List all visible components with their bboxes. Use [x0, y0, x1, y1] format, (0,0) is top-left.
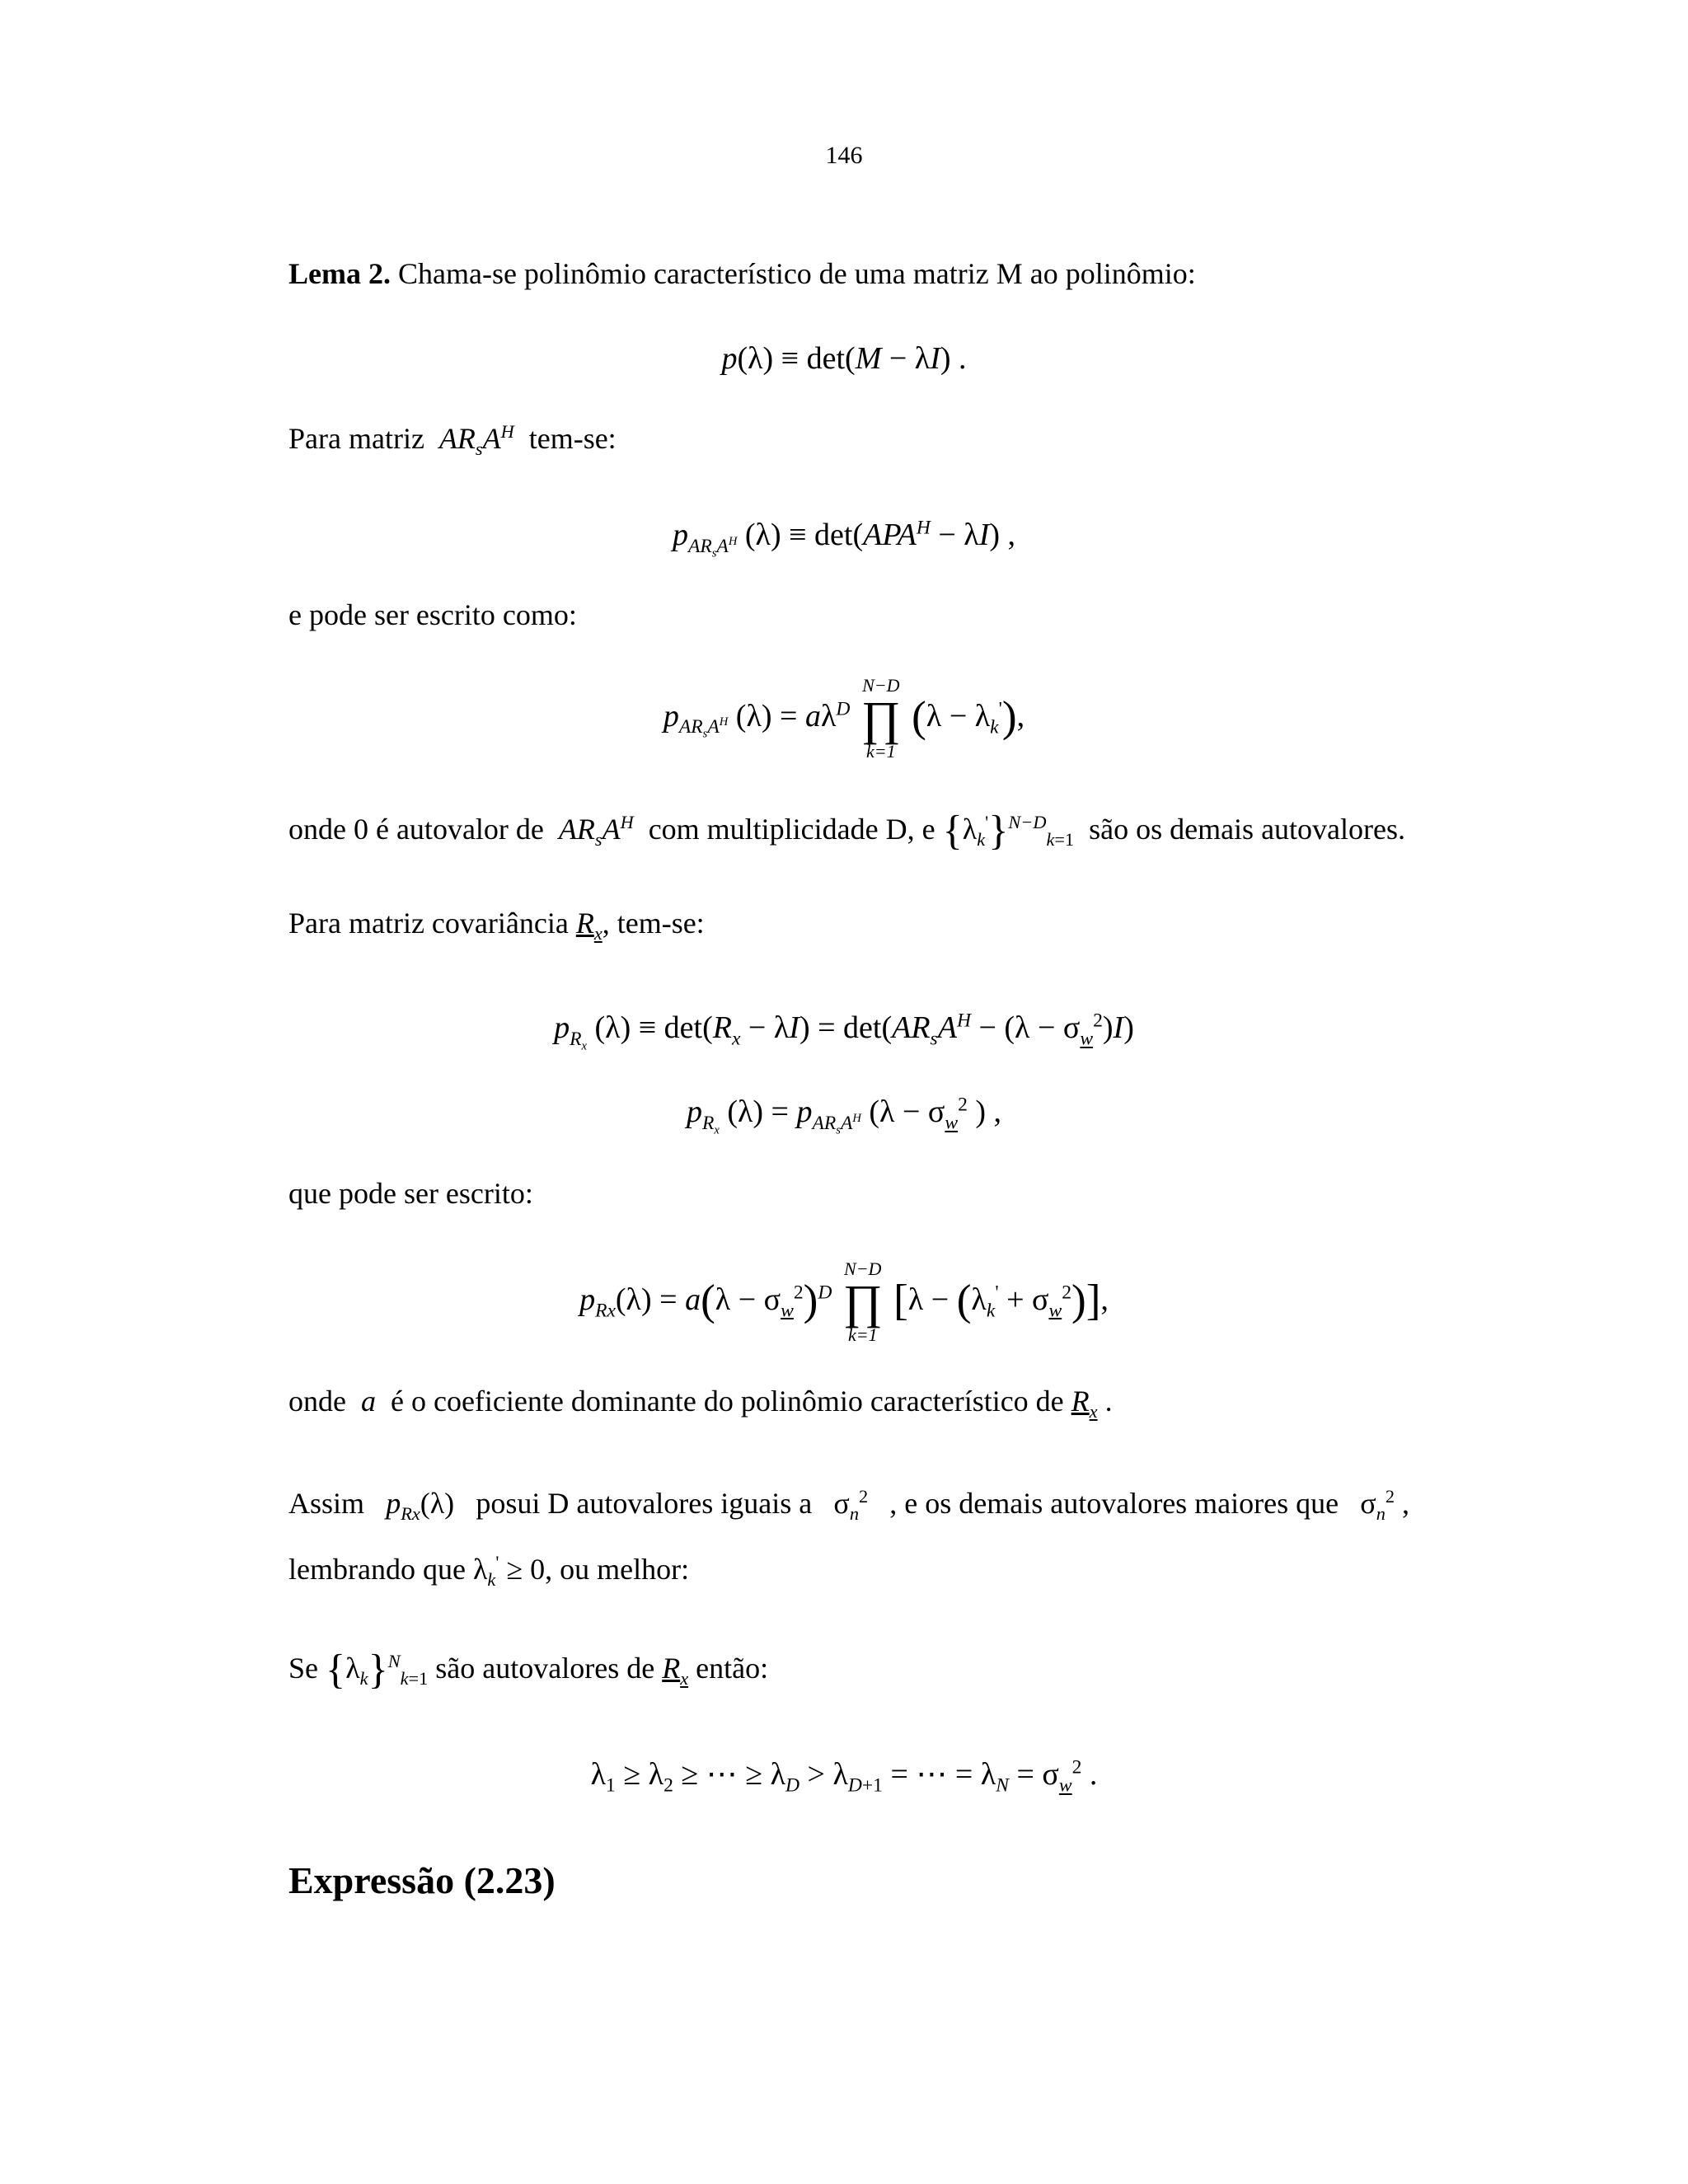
equation-p-rx-shift: $p_{R_x}$ $(\lambda) = p_{AR_sA^H}$ ($\lambda - \sigma_w^2$ ) ,	[686, 1094, 1002, 1137]
lemma-text: Chama-se polinômio característico de uma matriz M ao polinômio:	[397, 257, 1196, 290]
equation-char-poly: p(λ) ≡ det(M − λI) .	[721, 341, 967, 376]
pode-ser-escrito-line: e pode ser escrito como:	[288, 598, 577, 631]
se-line: Se $\{\lambda_k\}^N_{k=1}$ são autovalores de $R_x$ então:	[288, 1646, 769, 1692]
equation-p-rx-det: $p_{R_x}$ $(\lambda) \equiv \det(R_x - \lambda I) = \det(AR_sA^H - (\lambda - \sigma_w^2)I)$	[554, 1010, 1134, 1053]
lemma-paragraph	[288, 254, 1401, 293]
onde-zero-line: onde 0 é autovalor de $AR_sA^H$ com multiplicidade D, e $\{\lambda_k'\}^{N-D}_{k=1}$ são os demais autovalores.	[288, 807, 1405, 853]
que-pode-line: que pode ser escrito:	[288, 1177, 533, 1210]
lemma-label: Lema 2.	[288, 257, 391, 290]
section-heading: Expressão (2.23)	[288, 1859, 556, 1901]
para-cov-line: Para matriz covariância $R_x$, tem-se:	[288, 907, 705, 944]
page-number: 146	[825, 142, 863, 169]
assim-line: Assim $p_{Rx}(\lambda)$ posui D autovalores iguais a $\sigma_n^2$ , e os demais autovalores maiores que $\sigma_n^2$ ,	[288, 1486, 1409, 1525]
equation-p-arsah: $p_{AR_sA^H}$ $(\lambda) \equiv \det(APA^H - \lambda I)$ ,	[672, 517, 1016, 560]
para-matriz-line: Para matriz $AR_sA^H$ tem-se:	[288, 421, 617, 460]
equation-eigen-order: $\lambda_1 \ge \lambda_2$ ≥ ⋯ ≥ $\lambda_D > \lambda_{D+1}$ = ⋯ = $\lambda_N = \sigma_w^2$ .	[590, 1756, 1098, 1797]
lembrando-line: lembrando que $\lambda_k' \ge 0$, ou melhor:	[288, 1552, 690, 1591]
onde-a-line: onde a é o coeficiente dominante do polinômio característico de $R_x$ .	[288, 1385, 1113, 1422]
equation-product-2: $p_{Rx}(\lambda) = a(\lambda - \sigma_w^2)^D$ N−D ∏ k=1 $[\lambda - (\lambda_k' + \sigma_w^2)]$,	[579, 1258, 1109, 1345]
equation-product-1: $p_{AR_sA^H}$ $(\lambda) = a\lambda^D$ N−D ∏ k=1 $(\lambda - \lambda_k')$,	[663, 675, 1025, 762]
